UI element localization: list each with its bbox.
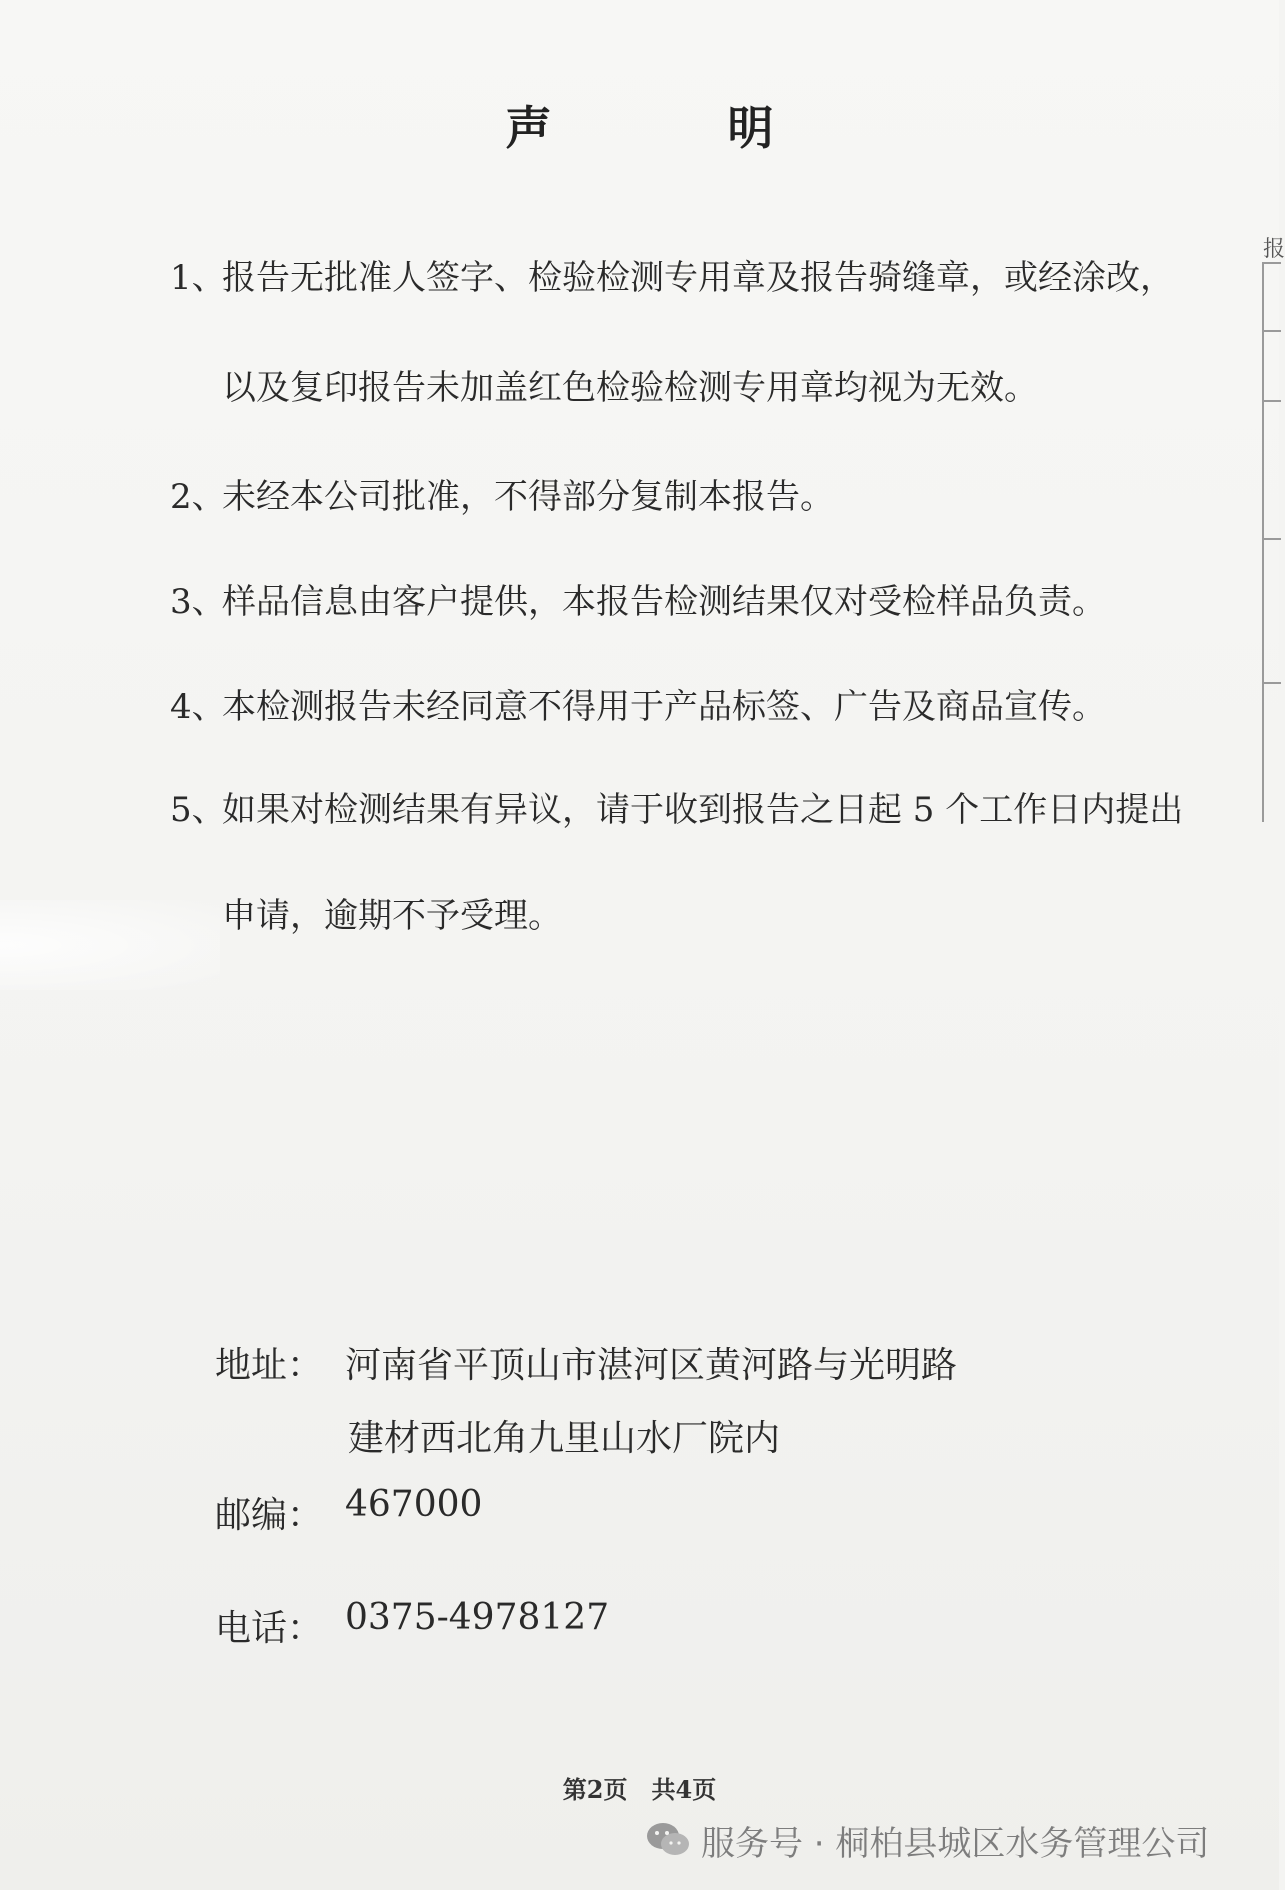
photo-glare — [0, 900, 220, 990]
edge-table-row — [1264, 400, 1281, 402]
address-line-2: 建材西北角九里山水厂院内 — [348, 1418, 781, 1459]
watermark-text: 服务号 · 桐柏县城区水务管理公司 — [701, 1823, 1210, 1864]
phone-label: 电话： — [215, 1608, 324, 1649]
postcode-label: 邮编： — [215, 1495, 324, 1536]
item-text: 如果对检测结果有异议，请于收到报告之日起 5 个工作日内提出 — [222, 790, 1184, 830]
edge-page-fragment-char: 报 — [1263, 237, 1285, 262]
item-number: 4、 — [170, 687, 226, 727]
declaration-item-4 — [170, 687, 1106, 727]
address-line-1: 河南省平顶山市湛河区黄河路与光明路 — [345, 1345, 958, 1386]
edge-table-row — [1264, 538, 1281, 540]
item-text: 样品信息由客户提供，本报告检测结果仅对受检样品负责。 — [222, 582, 1106, 622]
item-text: 本检测报告未经同意不得用于产品标签、广告及商品宣传。 — [222, 687, 1106, 727]
page-title: 声 明 — [505, 101, 854, 155]
item-number: 2、 — [170, 477, 226, 517]
account-watermark — [645, 1815, 1209, 1865]
declaration-item-5-cont — [222, 896, 562, 936]
item-number: 5、 — [170, 790, 226, 830]
edge-page-table-fragment — [1262, 262, 1281, 822]
declaration-item-2 — [170, 477, 834, 517]
declaration-item-1 — [170, 258, 1174, 298]
edge-table-row — [1264, 682, 1281, 684]
item-number: 1、 — [170, 258, 226, 298]
edge-table-row — [1264, 330, 1281, 332]
item-text: 申请，逾期不予受理。 — [222, 896, 562, 936]
page-number: 第2页 共4页 — [562, 1775, 717, 1804]
declaration-item-1-cont — [222, 368, 1038, 408]
address-label: 地址： — [215, 1345, 324, 1386]
edge-table-row — [1264, 262, 1281, 264]
item-number: 3、 — [170, 582, 226, 622]
postcode-value: 467000 — [345, 1484, 483, 1525]
declaration-item-5 — [170, 790, 1183, 830]
declaration-item-3 — [170, 582, 1106, 622]
item-text: 以及复印报告未加盖红色检验检测专用章均视为无效。 — [222, 368, 1038, 408]
wechat-icon — [645, 1820, 691, 1860]
item-text: 未经本公司批准，不得部分复制本报告。 — [222, 477, 834, 517]
phone-value: 0375-4978127 — [345, 1597, 610, 1638]
item-text: 报告无批准人签字、检验检测专用章及报告骑缝章，或经涂改， — [222, 258, 1174, 298]
